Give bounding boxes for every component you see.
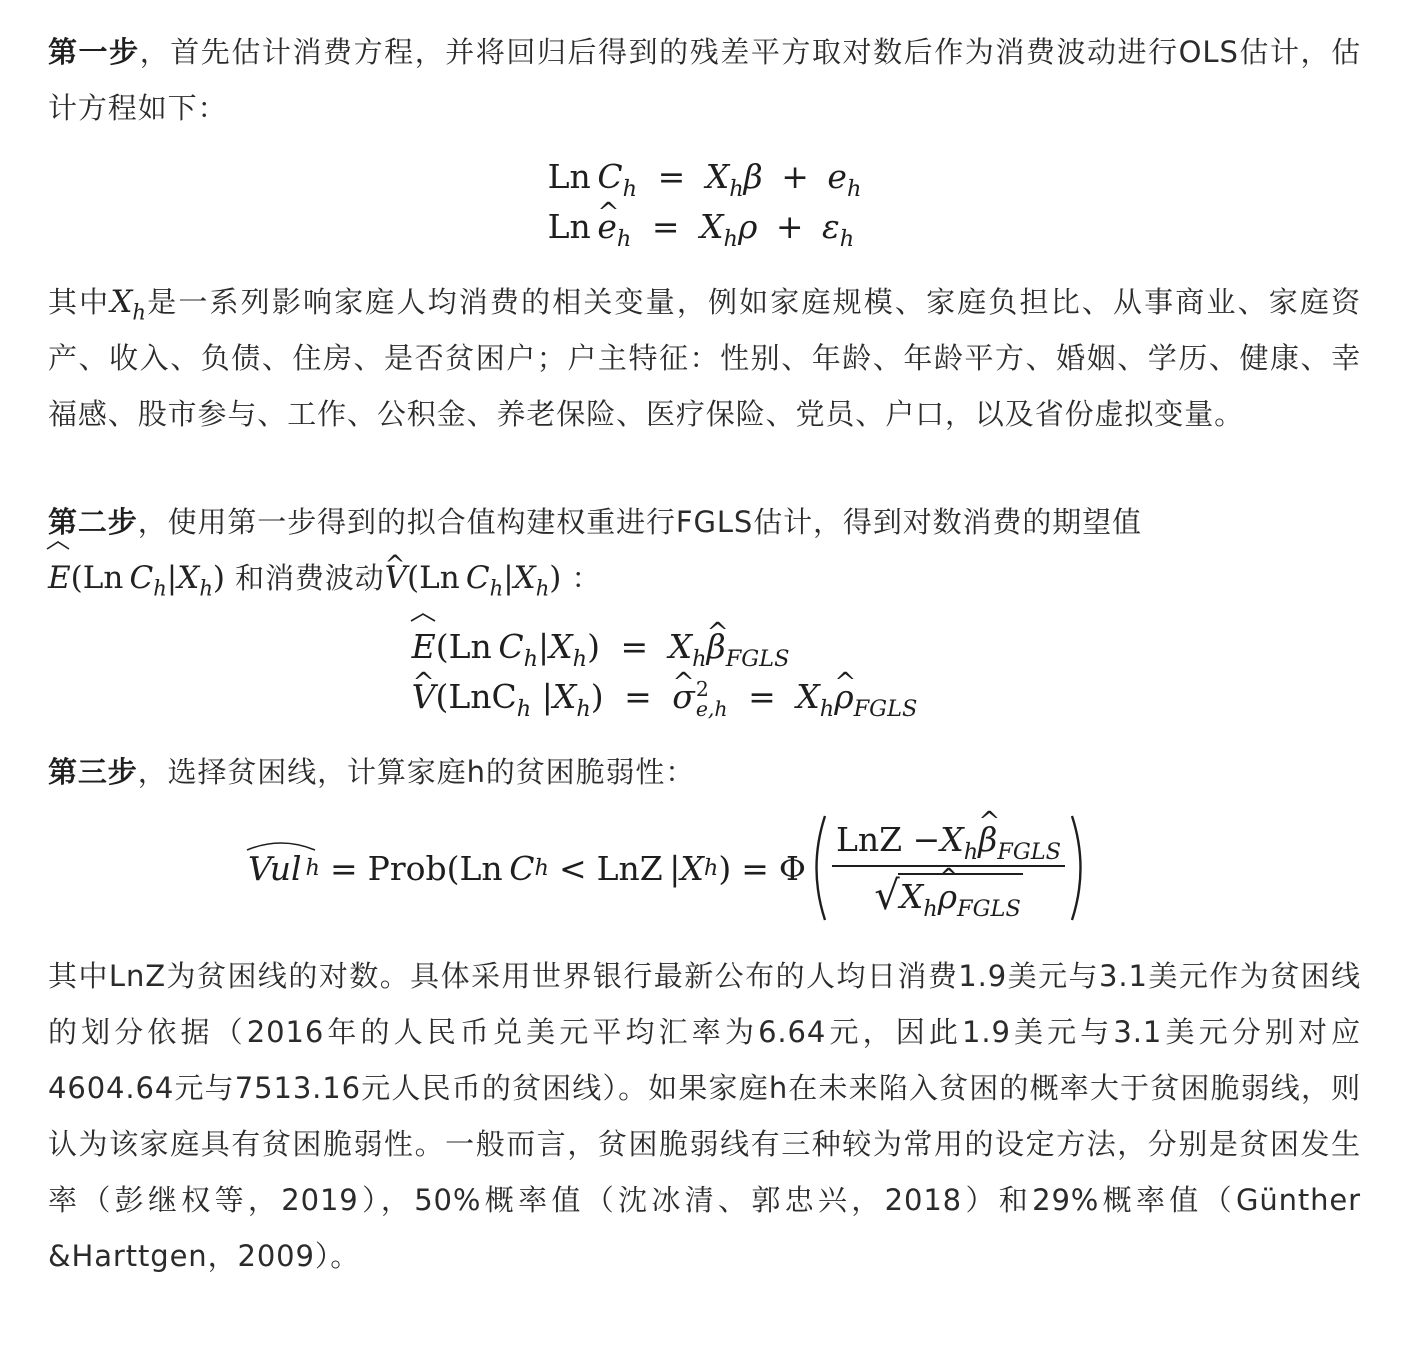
equation-block-step2 [48, 622, 1361, 722]
inline-math-variance: ^ V(Ln $C_h|X_h$) [385, 560, 562, 596]
step1-paragraph [48, 24, 1361, 136]
equation-residual: Ln ^ $e_h = X_h\rho + \varepsilon_h$ [548, 202, 862, 252]
step2-label: 第二步 [48, 505, 138, 539]
inline-math-expectation: E(Ln $C_h|X_h$) [48, 560, 225, 596]
variables-paragraph: 其中$X_h$是一系列影响家庭人均消费的相关变量，例如家庭规模、家庭负担比、从事商业、家庭资产、收入、负债、住房、是否贫困户；户主特征：性别、年龄、年龄平方、婚姻、学历、健康、幸福感、股市参与、工作、公积金、养老保险、医疗保险、党员、户口，以及省份虚拟变量。 [48, 284, 1361, 431]
step2-paragraph: 第二步，使用第一步得到的拟合值构建权重进行FGLS估计，得到对数消费的期望值 E(Ln $C_h|X_h$) 和消费波动^ V(Ln $C_h|X_h$) ： [48, 494, 1361, 606]
step3-paragraph: 第三步，选择贫困线，计算家庭h的贫困脆弱性： [48, 755, 696, 789]
left-paren [806, 814, 828, 922]
equation-block-step1 [48, 152, 1361, 252]
equation-consumption-volatility: ^ V(LnC$_h$ $|X_h$) = ^ σ 2 e,h = $X_h\^{}$ $\rho_{FGLS}$ [412, 672, 918, 722]
step1-text: ，首先估计消费方程，并将回归后得到的残差平方取对数后作为消费波动进行OLS估计，估计方程如下： [48, 35, 1362, 125]
equation-vulnerability: Vul h = Prob ( Ln C h < LnZ | X h ) = Φ LnZ $-X_h\^{}$ $\beta_{FGLS}$ √ $X_h\^{}$ $\rho_{FGLS}$ [48, 814, 1361, 930]
document-body [48, 24, 1361, 1284]
step3-label: 第三步 [48, 755, 138, 789]
poverty-line-paragraph: 其中LnZ为贫困线的对数。具体采用世界银行最新公布的人均日消费1.9美元与3.1美元作为贫困线的划分依据（2016年的人民币兑美元平均汇率为6.64元，因此1.9美元与3.1美元分别对应4604.64元与7513.16元人民币的贫困线）。如果家庭h在未来陷入贫困的概率大于贫困脆弱线，则认为该家庭具有贫困脆弱性。一般而言，贫困脆弱线有三种较为常用的设定方法，分别是贫困发生率（彭继权等，2019），50%概率值（沈冰清、郭忠兴，2018）和29%概率值（Günther &Harttgen，2009）。 [48, 959, 1361, 1273]
right-paren [1069, 814, 1091, 922]
equation-expected-consumption: E(Ln $C_h|X_h$) = $X_h\^{}$ $\beta_{FGLS}$ [412, 622, 918, 672]
inline-math-xh: $X_h$ [110, 284, 146, 325]
probability-fraction: LnZ $-X_h\^{}$ $\beta_{FGLS}$ √ $X_h\^{}$ $\rho_{FGLS}$ [832, 820, 1065, 916]
step1-label: 第一步 [48, 35, 140, 69]
equation-consumption: Ln $C_h = X_h\beta + e_h$ [547, 157, 862, 202]
